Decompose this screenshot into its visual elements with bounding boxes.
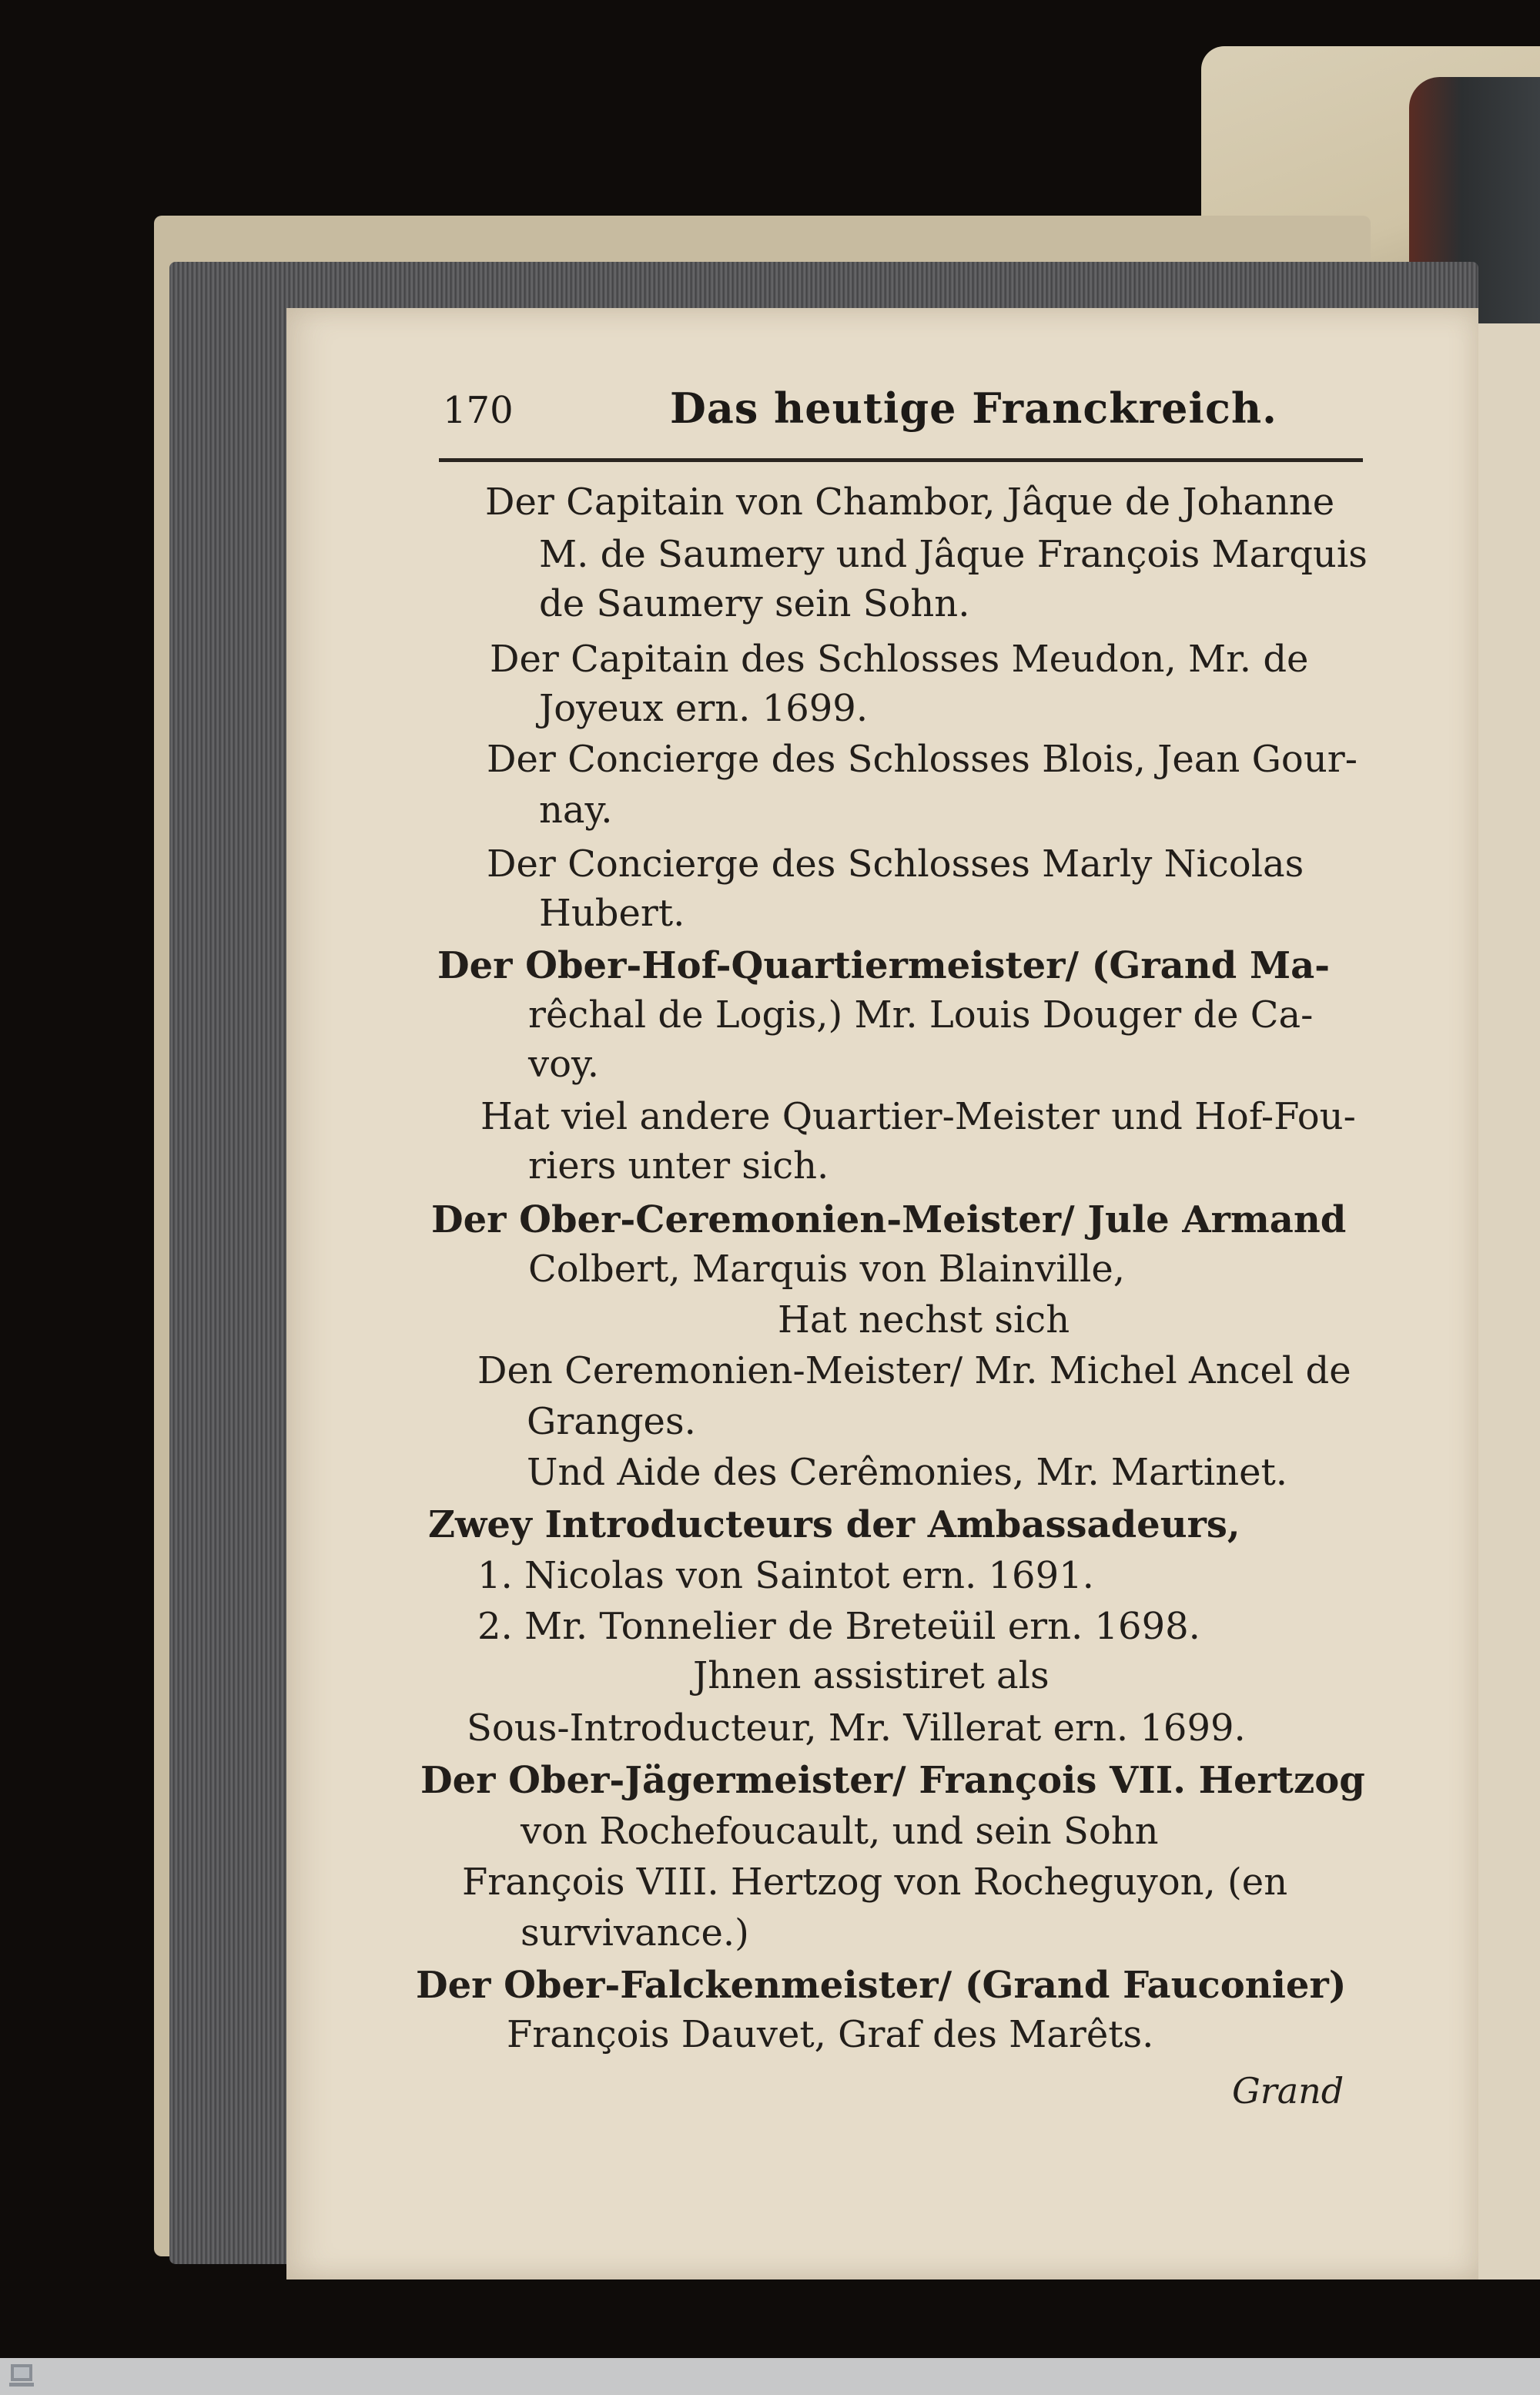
running-head: Das heutige Franckreich. [670, 384, 1277, 433]
text-line-heading: Der Ober-Falckenmeister/ (Grand Fauconier) [416, 1964, 1347, 2007]
text-line: Hubert. [539, 892, 685, 935]
text-line: Der Concierge des Schlosses Marly Nicolas [487, 842, 1304, 886]
text-line: Und Aide des Cerêmonies, Mr. Martinet. [527, 1451, 1288, 1494]
text-line: von Rochefoucault, und sein Sohn [521, 1810, 1159, 1853]
text-line: nay. [539, 789, 613, 832]
page-number: 170 [443, 389, 514, 432]
text-line: Der Capitain des Schlosses Meudon, Mr. de [490, 638, 1309, 681]
text-line: Der Capitain von Chambor, Jâque de Johanne [485, 481, 1335, 524]
text-line: Colbert, Marquis von Blainville, [528, 1248, 1125, 1291]
scan-footer-bar [0, 2358, 1540, 2395]
text-line: riers unter sich. [528, 1144, 829, 1187]
text-line: Sous-Introducteur, Mr. Villerat ern. 1699. [467, 1707, 1246, 1750]
text-line: de Saumery sein Sohn. [539, 582, 970, 625]
header-rule [439, 458, 1363, 462]
text-line-heading: Der Ober-Hof-Quartiermeister/ (Grand Ma- [437, 944, 1331, 987]
text-line-heading: Zwey Introducteurs der Ambassadeurs, [428, 1503, 1240, 1546]
text-line: voy. [528, 1043, 600, 1086]
text-line: Jhnen assistiret als [693, 1654, 1050, 1697]
text-line: Den Ceremonien-Meister/ Mr. Michel Ancel de [477, 1349, 1351, 1392]
library-logo-icon [6, 2363, 37, 2389]
text-line: 2. Mr. Tonnelier de Breteüil ern. 1698. [477, 1605, 1200, 1648]
text-line: Hat nechst sich [778, 1298, 1070, 1342]
text-line-heading: Der Ober-Jägermeister/ François VII. Hertzog [420, 1759, 1365, 1802]
text-line: Granges. [527, 1400, 696, 1443]
text-line: 1. Nicolas von Saintot ern. 1691. [477, 1554, 1094, 1597]
text-line: survivance.) [521, 1911, 749, 1955]
text-line: Hat viel andere Quartier-Meister und Hof-Fou- [480, 1095, 1356, 1138]
text-line: Joyeux ern. 1699. [539, 687, 869, 730]
text-line: François Dauvet, Graf des Marêts. [507, 2013, 1154, 2056]
text-line: rêchal de Logis,) Mr. Louis Douger de Ca- [528, 993, 1314, 1037]
text-line: François VIII. Hertzog von Rocheguyon, (en [462, 1861, 1288, 1904]
text-line: Der Concierge des Schlosses Blois, Jean Gour- [487, 738, 1358, 781]
text-line-heading: Der Ober-Ceremonien-Meister/ Jule Armand [431, 1198, 1347, 1241]
catchword: Grand [1232, 2070, 1344, 2112]
text-line: M. de Saumery und Jâque François Marquis [539, 533, 1368, 576]
